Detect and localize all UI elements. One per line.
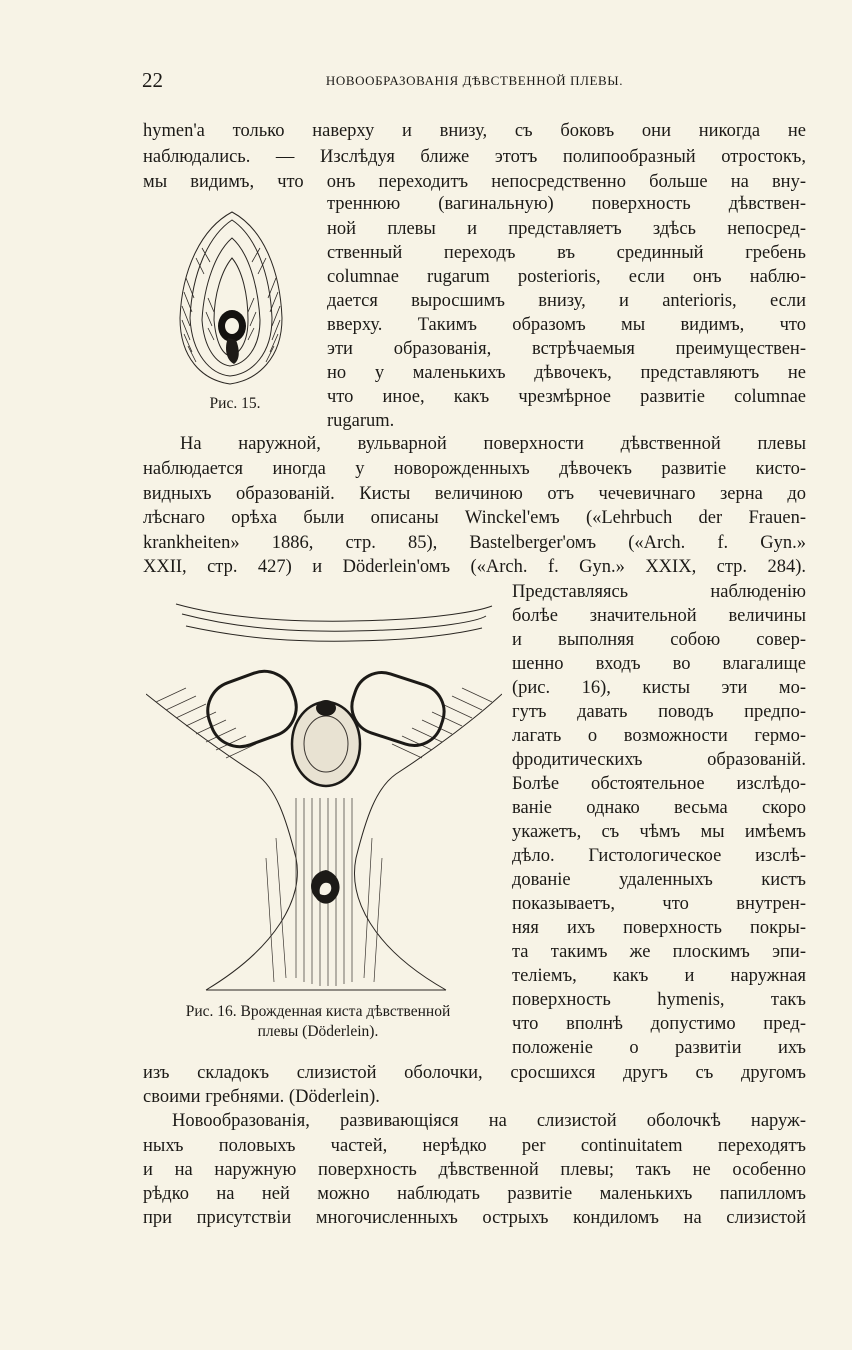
text-line: треннюю (вагинальную) поверхность дѣвствен- (327, 194, 806, 214)
text-line: columnae rugarum posterioris, если онъ наблю- (327, 267, 806, 287)
figure-16-caption-line2: плевы (Döderlein). (257, 1023, 379, 1040)
text-line: гутъ давать поводъ предпо- (512, 702, 806, 722)
text-line: что иное, какъ чрезмѣрное развитіе columnae (327, 387, 806, 407)
text-line: ственный переходъ въ срединный гребень (327, 243, 806, 263)
text-line: укажетъ, съ чѣмъ мы имѣемъ (512, 822, 806, 842)
text-line: своими гребнями. (Döderlein). (143, 1087, 380, 1107)
text-line: шенно входъ во влагалище (512, 654, 806, 674)
figure-15-illustration (172, 208, 290, 388)
text-line: ной плевы и представляетъ здѣсь непосред- (327, 219, 806, 239)
text-line: ныхъ половыхъ частей, нерѣдко per continuitatem переходятъ (143, 1136, 806, 1156)
text-line: вверху. Такимъ образомъ мы видимъ, что (327, 315, 806, 335)
text-line: дованіе удаленныхъ кистъ (512, 870, 806, 890)
text-line: дается выросшимъ внизу, и anterioris, если (327, 291, 806, 311)
figure-15-caption: Рис. 15. (209, 395, 261, 412)
text-line: няя ихъ поверхность покры- (512, 918, 806, 938)
text-line: положеніе о развитіи ихъ (512, 1038, 806, 1058)
text-line: Представляясь наблюденію (512, 582, 806, 602)
figure-16-illustration (146, 598, 502, 996)
text-line: болѣе значительной величины (512, 606, 806, 626)
text-line: фродитическихъ образованій. (512, 750, 806, 770)
text-line: лагать о возможности гермо- (512, 726, 806, 746)
running-title: НОВООБРАЗОВАНІЯ ДѢВСТВЕННОЙ ПЛЕВЫ. (325, 73, 624, 88)
text-line: На наружной, вульварной поверхности дѣвственной плевы (180, 434, 806, 454)
text-line: (рис. 16), кисты эти мо- (512, 678, 806, 698)
figure-16-caption (140, 1002, 496, 1042)
text-line: но у маленькихъ дѣвочекъ, представляютъ не (327, 363, 806, 383)
text-line: что вполнѣ допустимо пред- (512, 1014, 806, 1034)
figure-16-caption-line1: Рис. 16. Врожденная киста дѣвственной (185, 1003, 451, 1020)
text-line: мы видимъ, что онъ переходитъ непосредственно больше на вну- (143, 172, 806, 192)
text-line: krankheiten» 1886, стр. 85), Bastelberger'омъ («Arch. f. Gyn.» (143, 533, 806, 553)
text-line: теліемъ, какъ и наружная (512, 966, 806, 986)
text-line: изъ складокъ слизистой оболочки, сросшихся другъ съ другомъ (143, 1063, 806, 1083)
text-line: наблюдались. — Изслѣдуя ближе этотъ полипообразный отростокъ, (143, 147, 806, 167)
text-line: поверхность hymenis, такъ (512, 990, 806, 1010)
text-line: Новообразованія, развивающіяся на слизистой оболочкѣ наруж- (172, 1111, 806, 1131)
text-line: лѣснаго орѣха были описаны Winckel'емъ («Lehrbuch der Frauen- (143, 508, 806, 528)
text-line: hymen'a только наверху и внизу, съ боковъ они никогда не (143, 121, 806, 141)
text-line: эти образованія, встрѣчаемыя преимуществен- (327, 339, 806, 359)
text-line: и выполняя собою совер- (512, 630, 806, 650)
text-line: при присутствіи многочисленныхъ острыхъ кондиломъ на слизистой (143, 1208, 806, 1228)
text-line: дѣло. Гистологическое изслѣ- (512, 846, 806, 866)
text-line: наблюдается иногда у новорожденныхъ дѣвочекъ развитіе кисто- (143, 459, 806, 479)
text-line: та такимъ же плоскимъ эпи- (512, 942, 806, 962)
text-line: видныхъ образованій. Кисты величиною отъ чечевичнаго зерна до (143, 484, 806, 504)
text-line: ваніе однако весьма скоро (512, 798, 806, 818)
text-line: Болѣе обстоятельное изслѣдо- (512, 774, 806, 794)
text-line: XXII, стр. 427) и Döderlein'омъ («Arch. f. Gyn.» XXIX, стр. 284). (143, 557, 806, 577)
text-line: рѣдко на ней можно наблюдать развитіе маленькихъ папилломъ (143, 1184, 806, 1204)
text-line: показываетъ, что внутрен- (512, 894, 806, 914)
page-header (142, 68, 807, 98)
page-number: 22 (142, 68, 163, 92)
text-line: и на наружную поверхность дѣвственной плевы; такъ не особенно (143, 1160, 806, 1180)
text-line: rugarum. (327, 411, 395, 431)
